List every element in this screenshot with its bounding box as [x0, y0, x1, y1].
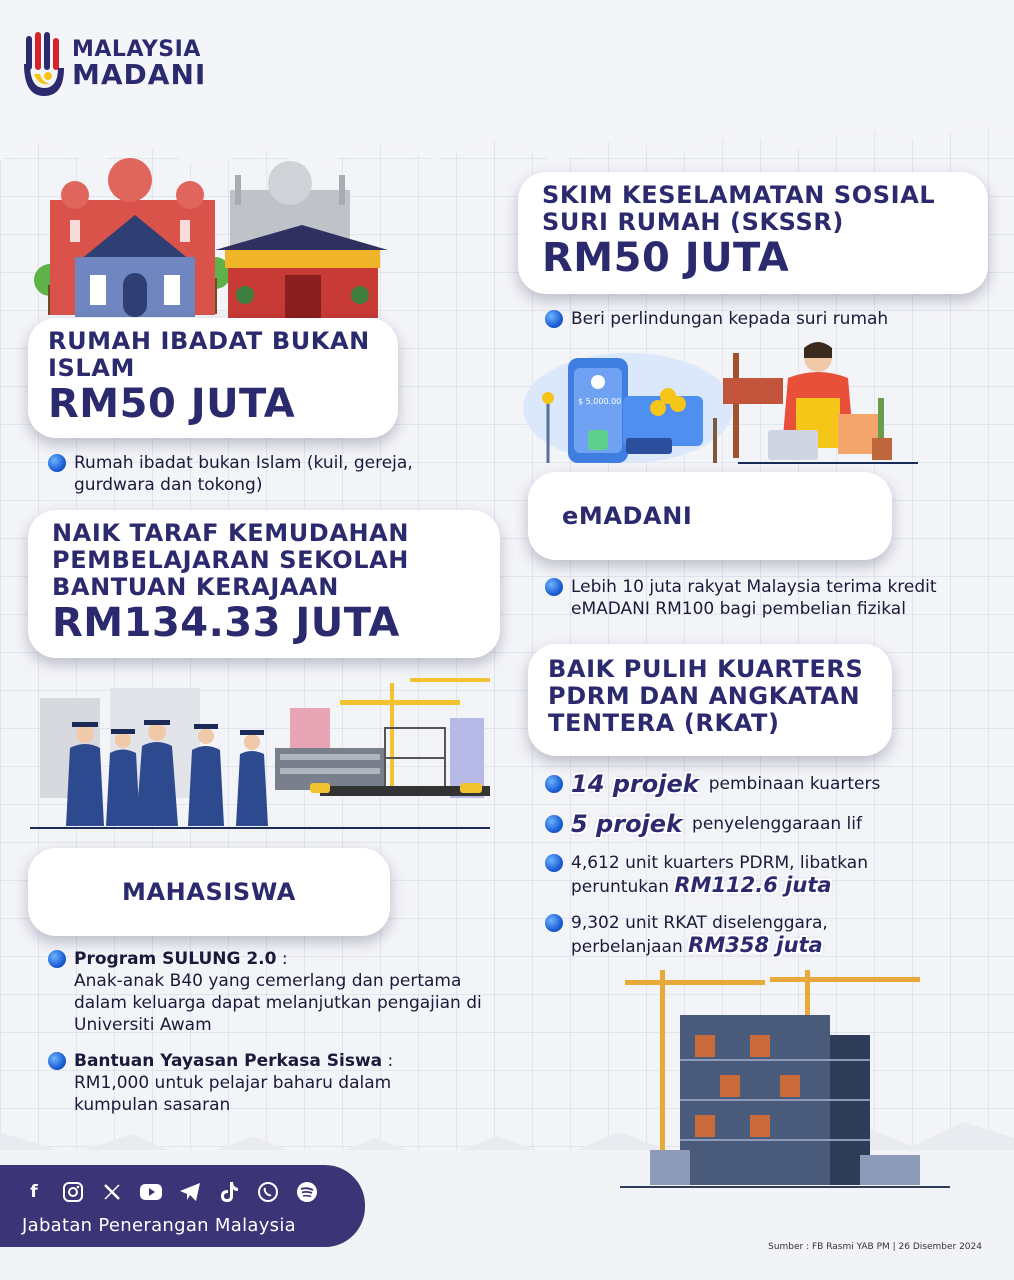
skssr-amount: RM50 JUTA [542, 235, 790, 281]
kuarters-b4-text2: perbelanjaan [571, 937, 683, 957]
kuarters-b3-pill: RM112.6 juta [674, 873, 832, 897]
graduates-construction-illustration [30, 668, 490, 836]
sekolah-title-line3: BANTUAN KERAJAAN [52, 573, 339, 601]
kuarters-bullet-4 [545, 912, 995, 958]
sekolah-card [28, 510, 500, 658]
bullet-dot-icon [545, 854, 563, 872]
sulung-text: Anak-anak B40 yang cemerlang dan pertama dalam keluarga dapat melanjutkan pengajian di Universiti Awam [74, 971, 482, 1035]
building-construction-illustration [620, 965, 950, 1195]
kuarters-b4-pill: RM358 juta [688, 933, 823, 957]
worship-buildings-illustration [30, 145, 395, 320]
x-icon[interactable] [100, 1180, 124, 1204]
tiktok-icon[interactable] [217, 1180, 241, 1204]
rumah-amount: RM50 JUTA [48, 381, 296, 427]
perkasa-text: RM1,000 untuk pelajar baharu dalam kumpulan sasaran [74, 1073, 392, 1115]
mahasiswa-title: MAHASISWA [122, 877, 296, 906]
sulung-sep: : [276, 949, 288, 969]
instagram-icon[interactable] [61, 1180, 85, 1204]
rumah-title-line2: ISLAM [48, 354, 135, 382]
kuarters-bullet-3 [545, 852, 995, 898]
emadani-card [528, 472, 892, 560]
madani-hand-icon [22, 30, 66, 98]
footer-bar [0, 1165, 365, 1247]
bullet-dot-icon [545, 914, 563, 932]
kuarters-title-line3: TENTERA (RKAT) [548, 709, 780, 737]
sulung-bullet [48, 948, 508, 1036]
bullet-dot-icon [48, 454, 66, 472]
kuarters-b2-text: penyelenggaraan lif [692, 814, 862, 834]
mahasiswa-card [28, 848, 390, 936]
rumah-ibadat-card [28, 318, 398, 438]
social-icons [22, 1179, 365, 1205]
kuarters-bullet-1 [545, 772, 995, 796]
rumah-bullet [48, 452, 448, 496]
telegram-icon[interactable] [178, 1180, 202, 1204]
kuarters-b1-pill: 14 projek [571, 770, 699, 798]
logo-line1: MALAYSIA [72, 37, 201, 62]
finance-housewife-illustration [518, 338, 918, 468]
source-note: Sumber : FB Rasmi YAB PM | 26 Disember 2024 [768, 1242, 982, 1252]
spotify-icon[interactable] [295, 1180, 319, 1204]
kuarters-b3-text1: 4,612 unit kuarters PDRM, libatkan [571, 853, 868, 873]
perkasa-bold: Bantuan Yayasan Perkasa Siswa [74, 1051, 383, 1071]
facebook-icon[interactable]: f [30, 1182, 38, 1202]
bullet-dot-icon [48, 950, 66, 968]
sekolah-title-line2: PEMBELAJARAN SEKOLAH [52, 546, 409, 574]
emadani-title: eMADANI [562, 501, 693, 530]
kuarters-title-line2: PDRM DAN ANGKATAN [548, 682, 861, 710]
sulung-bold: Program SULUNG 2.0 [74, 949, 277, 969]
skssr-card [518, 172, 988, 294]
bullet-dot-icon [48, 1052, 66, 1070]
sekolah-title-line1: NAIK TARAF KEMUDAHAN [52, 519, 410, 547]
skssr-title-line1: SKIM KESELAMATAN SOSIAL [542, 181, 936, 209]
bullet-dot-icon [545, 310, 563, 328]
footer-org-name: Jabatan Penerangan Malaysia [22, 1215, 296, 1236]
bullet-dot-icon [545, 815, 563, 833]
emadani-bullet-text: Lebih 10 juta rakyat Malaysia terima kredit eMADANI RM100 bagi pembelian fizikal [571, 577, 937, 619]
skssr-bullet-text: Beri perlindungan kepada suri rumah [571, 309, 889, 329]
rumah-title-line1: RUMAH IBADAT BUKAN [48, 327, 370, 355]
bullet-dot-icon [545, 578, 563, 596]
kuarters-bullet-2 [545, 812, 995, 836]
perkasa-sep: : [382, 1051, 394, 1071]
sekolah-amount: RM134.33 JUTA [52, 600, 400, 646]
kuarters-b3-text2: peruntukan [571, 877, 669, 897]
skssr-bullet [545, 308, 965, 330]
logo-line2: MADANI [72, 58, 207, 91]
emadani-bullet [545, 576, 990, 620]
youtube-icon[interactable] [139, 1180, 163, 1204]
whatsapp-icon[interactable] [256, 1180, 280, 1204]
kuarters-b1-text: pembinaan kuarters [708, 774, 881, 794]
perkasa-bullet [48, 1050, 468, 1116]
kuarters-title-line1: BAIK PULIH KUARTERS [548, 655, 864, 683]
malaysia-madani-logo [22, 30, 206, 98]
skssr-title-line2: SURI RUMAH (SKSSR) [542, 208, 844, 236]
bullet-dot-icon [545, 775, 563, 793]
rumah-bullet-text: Rumah ibadat bukan Islam (kuil, gereja, gurdwara dan tokong) [74, 453, 413, 495]
kuarters-card [528, 644, 892, 756]
phone-amount-label: $ 5,000.00 [578, 397, 622, 406]
kuarters-b4-text1: 9,302 unit RKAT diselenggara, [571, 913, 828, 933]
kuarters-b2-pill: 5 projek [571, 810, 683, 838]
